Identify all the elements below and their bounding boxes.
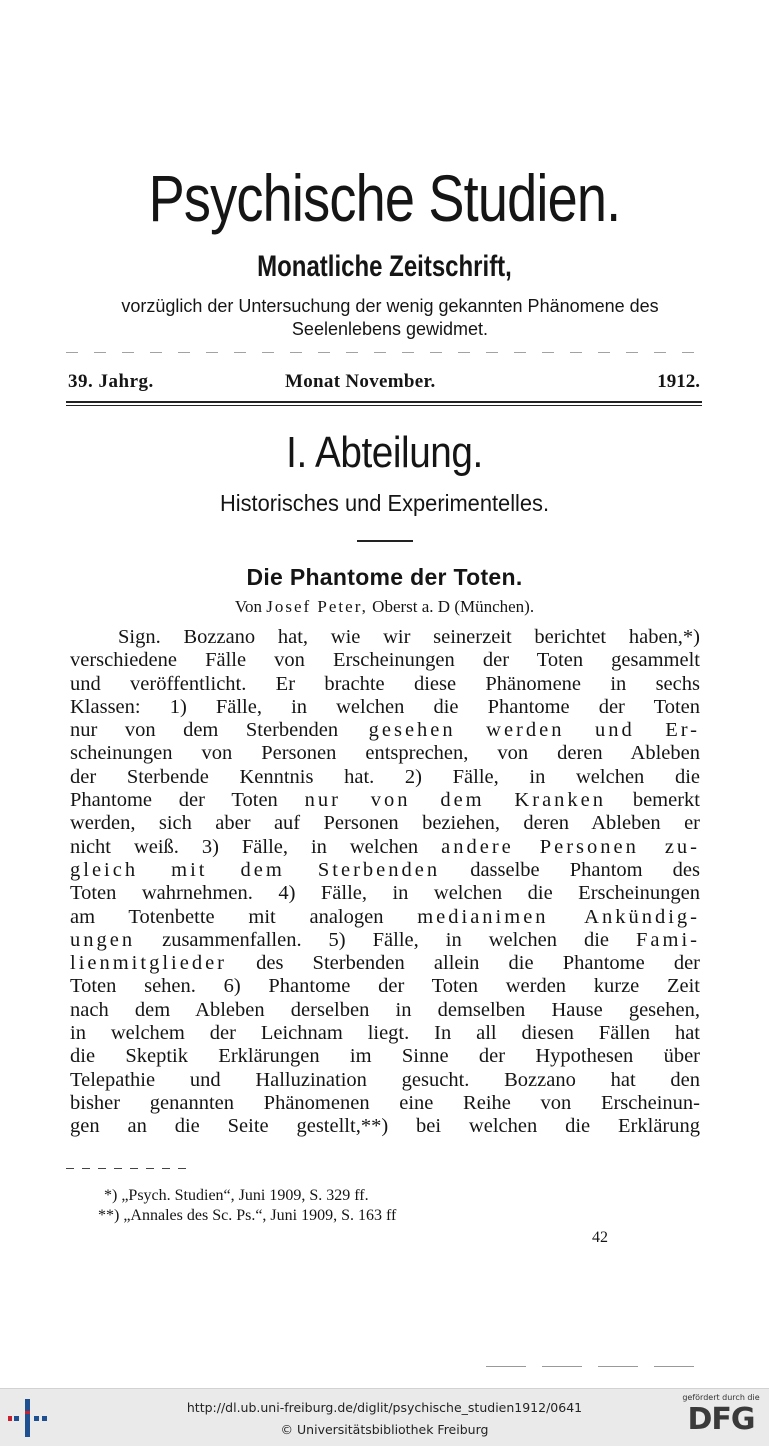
body-line <box>70 1045 700 1068</box>
issue-info-row <box>68 370 700 394</box>
footnote: **) „Annales des Sc. Ps.“, Juni 1909, S. 163 ff <box>98 1207 397 1224</box>
body-line <box>70 812 700 835</box>
body-text: nicht weiß. 3) Fälle, in welchen <box>70 835 442 858</box>
body-text: verschiedene Fälle von Erscheinungen der Toten gesammelt <box>70 649 700 672</box>
footnotes <box>98 1186 664 1226</box>
emphasized-text: gesehen werden und Er- <box>338 719 700 742</box>
body-line <box>70 1069 700 1092</box>
body-text: am Totenbette mit analogen <box>70 905 418 928</box>
body-text: nur von dem Sterbenden <box>70 719 339 742</box>
page-number: 42 <box>592 1229 608 1246</box>
body-text: des Sterbenden allein die Phantome der <box>227 952 700 975</box>
body-text: in welchem der Leichnam liegt. In all diesen Fällen hat <box>70 1022 700 1045</box>
body-line <box>70 719 700 742</box>
body-text: Phantome der Toten <box>70 789 305 812</box>
body-text: zusammenfallen. 5) Fälle, in welchen die <box>135 928 637 951</box>
emphasized-text: lienmitglieder <box>70 952 227 975</box>
emphasized-text: ungen <box>70 928 136 951</box>
emphasized-text: nur von dem Kranken <box>304 789 607 812</box>
body-line <box>70 929 700 952</box>
body-line <box>70 742 700 765</box>
footnote: *) „Psych. Studien“, Juni 1909, S. 329 ff. <box>104 1187 369 1204</box>
body-text: bemerkt <box>606 789 700 812</box>
double-rule-top <box>66 401 702 403</box>
body-line <box>70 999 700 1022</box>
body-text: Toten wahrnehmen. 4) Fälle, in welchen die Erscheinungen <box>70 882 700 905</box>
body-text: nach dem Ableben derselben in demselben Hause gesehen, <box>70 998 700 1021</box>
byline-prefix: Von <box>234 597 262 616</box>
body-text: gen an die Seite gestellt,**) bei welchen die Erklärung <box>70 1115 700 1138</box>
body-line <box>70 649 700 672</box>
body-text: Klassen: 1) Fälle, in welchen die Phantome der Toten <box>70 695 700 718</box>
body-text: und veröffentlicht. Er brachte diese Phänomene in sechs <box>70 672 700 695</box>
viewer-footer <box>0 1388 769 1446</box>
month-label: Monat November. <box>285 371 436 392</box>
byline-suffix: Oberst a. D (München). <box>372 597 535 616</box>
description-line: vorzüglich der Untersuchung der wenig gekannten Phänomene des <box>121 296 659 316</box>
body-text: der Sterbende Kenntnis hat. 2) Fälle, in welchen die <box>70 765 700 788</box>
body-text: bisher genannten Phänomenen eine Reihe von Erscheinun- <box>70 1091 700 1114</box>
body-line <box>70 882 700 905</box>
section-subtitle: Historisches und Experimentelles. <box>219 490 550 516</box>
body-line <box>70 836 700 859</box>
body-text: die Skeptik Erklärungen im Sinne der Hypothesen über <box>70 1045 700 1068</box>
description-line: Seelenlebens gewidmet. <box>291 319 489 339</box>
body-line <box>70 673 700 696</box>
body-line <box>70 1115 700 1138</box>
article-body <box>70 626 700 1139</box>
emphasized-text: Fami- <box>636 928 700 951</box>
copyright-text: © Universitätsbibliothek Freiburg <box>280 1422 489 1437</box>
emphasized-text: medianimen Ankündig- <box>417 905 700 928</box>
funding-caption: gefördert durch die <box>682 1393 760 1402</box>
header-dash-rule <box>66 352 702 353</box>
body-line <box>70 906 700 929</box>
section-divider <box>357 540 413 542</box>
article-byline <box>0 596 769 618</box>
body-line <box>70 859 700 882</box>
emphasized-text: andere Personen zu- <box>441 835 701 858</box>
body-line <box>70 696 700 719</box>
body-line <box>70 626 700 649</box>
journal-description <box>50 295 730 341</box>
journal-subtitle: Monatliche Zeitschrift, <box>257 250 512 283</box>
dfg-logo[interactable]: DFG <box>687 1402 755 1437</box>
section-title: I. Abteilung. <box>286 428 483 477</box>
body-line <box>70 766 700 789</box>
body-text: Telepathie und Halluzination gesucht. Bozzano hat den <box>70 1068 700 1091</box>
body-text: Sign. Bozzano hat, wie wir seinerzeit berichtet haben,*) <box>118 626 700 648</box>
emphasized-text: gleich mit dem Sterbenden <box>70 858 441 881</box>
bottom-dash-rule <box>486 1366 702 1367</box>
body-text: scheinungen von Personen entsprechen, von deren Ableben <box>70 742 700 765</box>
double-rule-bottom <box>66 405 702 406</box>
journal-title: Psychische Studien. <box>148 161 621 235</box>
byline-author: Josef Peter, <box>266 597 368 616</box>
year-label: 1912. <box>657 371 700 392</box>
footnote-separator <box>66 1168 186 1169</box>
body-line <box>70 975 700 998</box>
body-text: dasselbe Phantom des <box>440 858 700 881</box>
volume-label: 39. Jahrg. <box>68 371 154 392</box>
source-url-link[interactable]: http://dl.ub.uni-freiburg.de/diglit/psychische_studien1912/0641 <box>186 1400 583 1415</box>
body-line <box>70 952 700 975</box>
body-line <box>70 1022 700 1045</box>
body-text: Toten sehen. 6) Phantome der Toten werden kurze Zeit <box>70 975 700 998</box>
body-line <box>70 1092 700 1115</box>
body-line <box>70 789 700 812</box>
article-title: Die Phantome der Toten. <box>246 564 523 590</box>
body-text: werden, sich aber auf Personen beziehen, deren Ableben er <box>70 812 700 835</box>
